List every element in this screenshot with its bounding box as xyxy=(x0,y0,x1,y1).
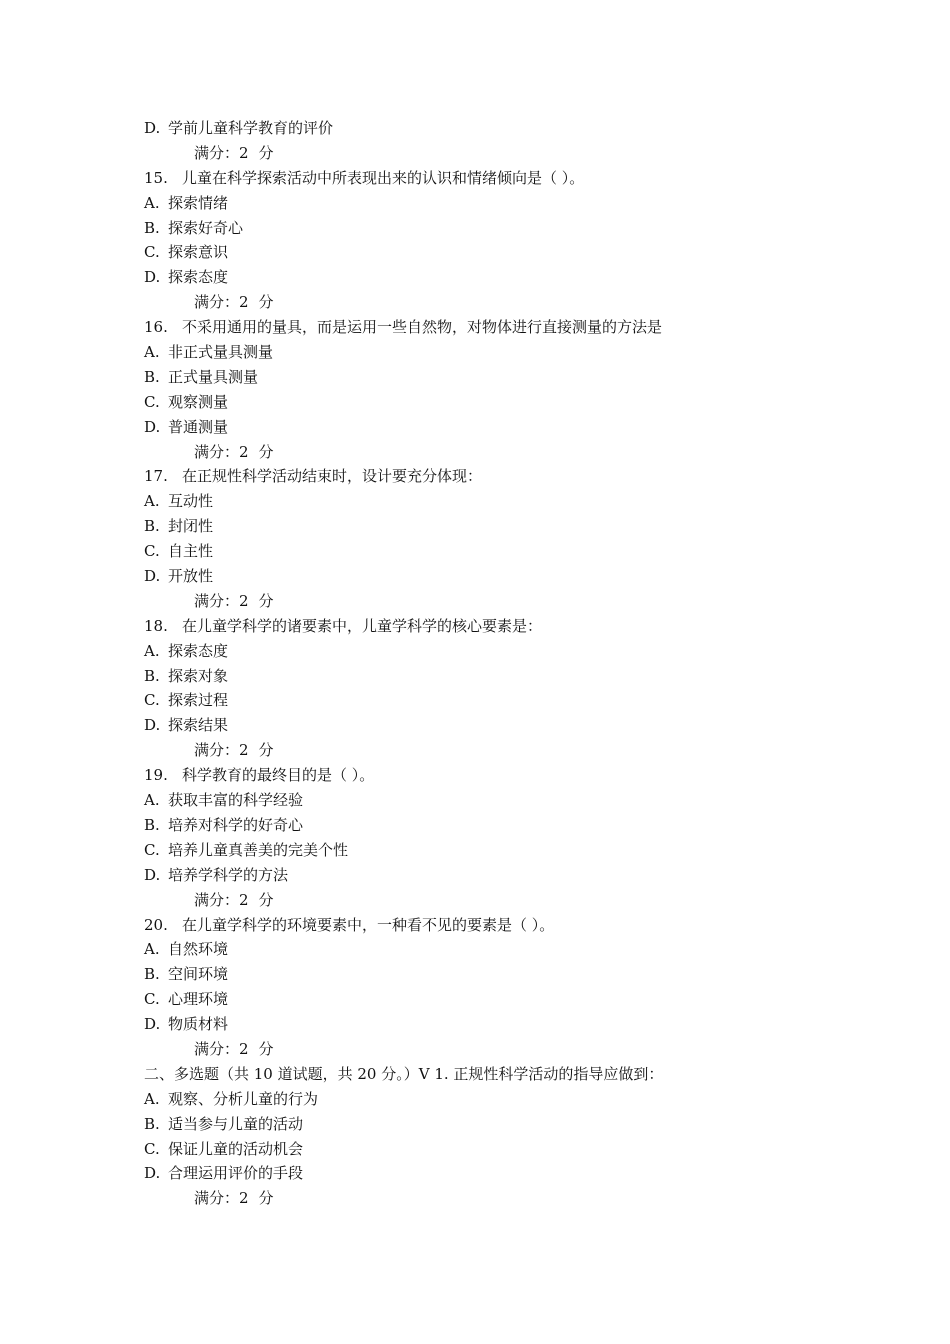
question-number: 20. xyxy=(144,915,168,934)
question-stem xyxy=(144,763,844,788)
option-letter: A. xyxy=(144,492,160,511)
question-number: 15. xyxy=(144,168,168,187)
option-text: 开放性 xyxy=(168,567,214,586)
option-letter: A. xyxy=(144,940,160,959)
option-letter: C. xyxy=(144,243,160,262)
question-block xyxy=(144,315,844,464)
option-text: 培养对科学的好奇心 xyxy=(168,815,304,834)
option-letter: C. xyxy=(144,1139,160,1158)
question-stem xyxy=(144,166,844,191)
score-unit: 分 xyxy=(258,741,274,760)
score-line xyxy=(144,888,844,913)
score-unit: 分 xyxy=(258,890,274,909)
option-text: 自然环境 xyxy=(168,940,229,959)
score-unit: 分 xyxy=(258,293,274,312)
score-line xyxy=(144,738,844,763)
option-text: 培养学科学的方法 xyxy=(168,865,289,884)
score-unit: 分 xyxy=(258,1039,274,1058)
option-line xyxy=(144,664,844,689)
option-line xyxy=(144,191,844,216)
score-label: 满分：2 xyxy=(194,143,249,162)
score-unit: 分 xyxy=(258,143,274,162)
question-text: 在儿童学科学的环境要素中，一种看不见的要素是（ ）。 xyxy=(182,915,555,934)
question-number: 16. xyxy=(144,318,168,337)
option-line xyxy=(144,365,844,390)
option-line xyxy=(144,813,844,838)
score-label: 满分：2 xyxy=(194,1039,249,1058)
question-block xyxy=(144,763,844,912)
score-label: 满分：2 xyxy=(194,890,249,909)
option-text: 探索对象 xyxy=(168,666,229,685)
question-list xyxy=(144,166,844,1062)
option-text: 正式量具测量 xyxy=(168,367,259,386)
score-line xyxy=(144,440,844,465)
option-line xyxy=(144,639,844,664)
option-text: 学前儿童科学教育的评价 xyxy=(168,119,334,137)
option-letter: D. xyxy=(144,1015,161,1034)
option-letter: B. xyxy=(144,666,160,685)
option-line xyxy=(144,116,844,141)
option-text: 自主性 xyxy=(168,542,214,561)
question-stem xyxy=(144,464,844,489)
option-text: 物质材料 xyxy=(168,1015,229,1034)
option-letter: C. xyxy=(144,691,160,710)
option-letter: A. xyxy=(144,641,160,660)
option-line xyxy=(144,713,844,738)
question-text: 科学教育的最终目的是（ ）。 xyxy=(182,766,375,785)
option-line xyxy=(144,863,844,888)
option-text: 非正式量具测量 xyxy=(168,343,274,362)
option-letter: D. xyxy=(144,417,161,436)
option-line xyxy=(144,838,844,863)
option-letter: B. xyxy=(144,965,160,984)
score-label: 满分：2 xyxy=(194,1189,249,1208)
option-letter: A. xyxy=(144,1089,160,1108)
option-text: 探索态度 xyxy=(168,641,229,660)
option-letter: C. xyxy=(144,392,160,411)
option-text: 适当参与儿童的活动 xyxy=(168,1114,304,1133)
question-block xyxy=(144,464,844,613)
option-text: 培养儿童真善美的完美个性 xyxy=(168,840,349,859)
option-text: 获取丰富的科学经验 xyxy=(168,791,304,810)
option-line xyxy=(144,415,844,440)
question-block xyxy=(144,913,844,1062)
score-line xyxy=(144,290,844,315)
option-text: 普通测量 xyxy=(168,417,229,436)
option-letter: A. xyxy=(144,193,160,212)
option-line xyxy=(144,539,844,564)
score-line xyxy=(144,141,844,166)
option-line xyxy=(144,1087,844,1112)
option-text: 探索好奇心 xyxy=(168,218,244,237)
question-stem xyxy=(144,614,844,639)
option-text: 探索意识 xyxy=(168,243,229,262)
option-line xyxy=(144,1012,844,1037)
option-text: 合理运用评价的手段 xyxy=(168,1164,304,1183)
option-text: 互动性 xyxy=(168,492,214,511)
option-text: 探索过程 xyxy=(168,691,229,710)
option-text: 探索情绪 xyxy=(168,193,229,212)
option-text: 空间环境 xyxy=(168,965,229,984)
question-stem xyxy=(144,315,844,340)
option-letter: D. xyxy=(144,119,161,137)
score-line xyxy=(144,1186,844,1211)
exam-page xyxy=(144,116,844,1211)
option-letter: D. xyxy=(144,865,161,884)
question-text: 不采用通用的量具，而是运用一些自然物，对物体进行直接测量的方法是 xyxy=(182,318,663,337)
option-text: 探索结果 xyxy=(168,716,229,735)
section-header: 二、多选题（共 10 道试题，共 20 分。）V 1. 正规性科学活动的指导应做到： xyxy=(144,1064,664,1083)
option-text: 保证儿童的活动机会 xyxy=(168,1139,304,1158)
option-line xyxy=(144,216,844,241)
option-line xyxy=(144,987,844,1012)
question-block xyxy=(144,614,844,763)
score-unit: 分 xyxy=(258,442,274,461)
score-label: 满分：2 xyxy=(194,442,249,461)
option-line xyxy=(144,788,844,813)
score-line xyxy=(144,589,844,614)
option-line xyxy=(144,340,844,365)
option-letter: B. xyxy=(144,815,160,834)
option-text: 探索态度 xyxy=(168,268,229,287)
option-line xyxy=(144,390,844,415)
question-text: 儿童在科学探索活动中所表现出来的认识和情绪倾向是（ ）。 xyxy=(182,168,585,187)
option-line xyxy=(144,937,844,962)
option-letter: D. xyxy=(144,268,161,287)
option-letter: C. xyxy=(144,840,160,859)
score-unit: 分 xyxy=(258,591,274,610)
option-line xyxy=(144,1112,844,1137)
option-letter: A. xyxy=(144,791,160,810)
option-letter: B. xyxy=(144,367,160,386)
option-letter: B. xyxy=(144,517,160,536)
option-letter: B. xyxy=(144,218,160,237)
option-text: 心理环境 xyxy=(168,990,229,1009)
option-text: 观察、分析儿童的行为 xyxy=(168,1089,319,1108)
question-text: 在正规性科学活动结束时，设计要充分体现： xyxy=(182,467,483,486)
score-label: 满分：2 xyxy=(194,591,249,610)
option-letter: D. xyxy=(144,1164,161,1183)
score-unit: 分 xyxy=(258,1189,274,1208)
score-label: 满分：2 xyxy=(194,741,249,760)
option-line xyxy=(144,265,844,290)
option-line xyxy=(144,688,844,713)
question-number: 18. xyxy=(144,616,168,635)
option-line xyxy=(144,240,844,265)
option-line xyxy=(144,514,844,539)
option-text: 封闭性 xyxy=(168,517,214,536)
option-line xyxy=(144,489,844,514)
question-block xyxy=(144,166,844,315)
score-label: 满分：2 xyxy=(194,293,249,312)
score-line xyxy=(144,1037,844,1062)
question-text: 在儿童学科学的诸要素中，儿童学科学的核心要素是： xyxy=(182,616,543,635)
option-letter: D. xyxy=(144,567,161,586)
question-stem xyxy=(144,913,844,938)
question-number: 19. xyxy=(144,766,168,785)
option-text: 观察测量 xyxy=(168,392,229,411)
option-line xyxy=(144,962,844,987)
option-letter: A. xyxy=(144,343,160,362)
section2-options xyxy=(144,1087,844,1187)
option-letter: C. xyxy=(144,542,160,561)
question-number: 17. xyxy=(144,467,168,486)
option-line xyxy=(144,1161,844,1186)
option-line xyxy=(144,1137,844,1162)
option-line xyxy=(144,564,844,589)
option-letter: D. xyxy=(144,716,161,735)
option-letter: B. xyxy=(144,1114,160,1133)
option-letter: C. xyxy=(144,990,160,1009)
